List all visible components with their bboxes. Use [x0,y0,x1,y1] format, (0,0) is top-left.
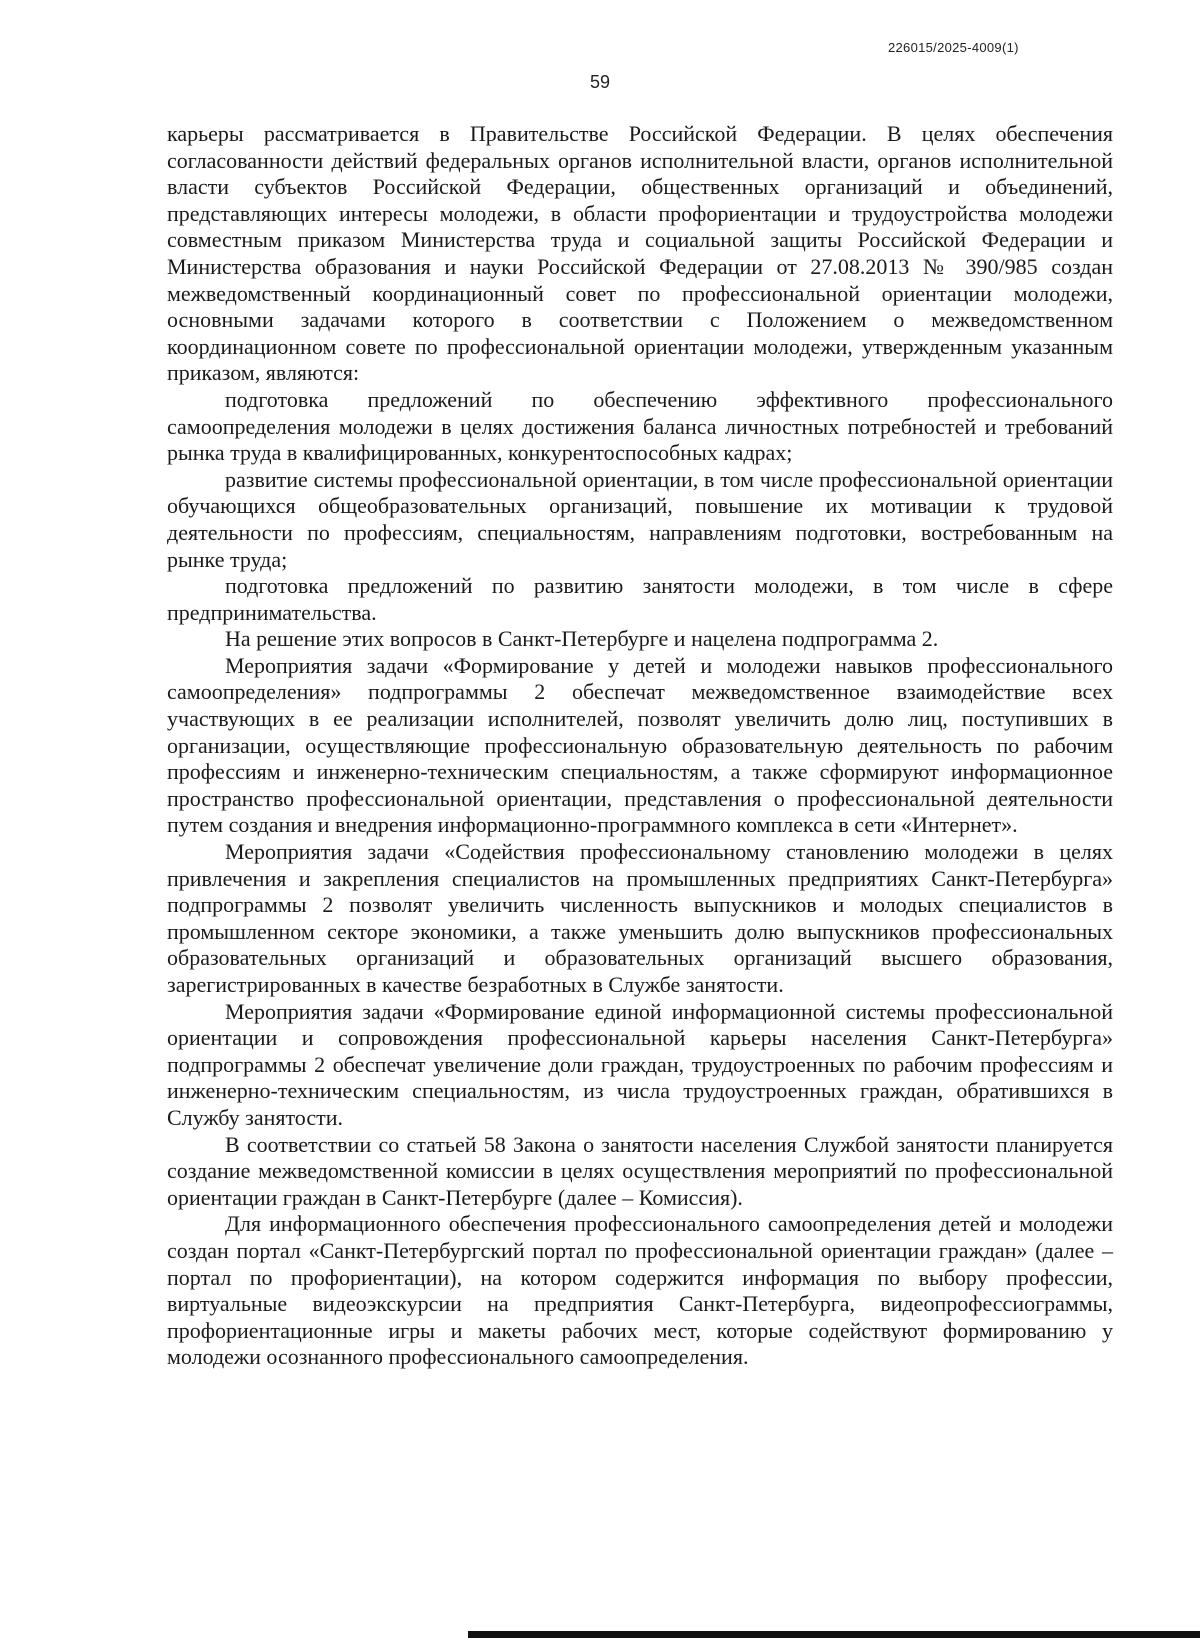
paragraph-commission: В соответствии со статьей 58 Закона о занятости населения Службой занятости планируется создание межведомственной комиссии в целях осуществления мероприятий по профессиональной ориентации граждан в Санкт-Петербурге (далее – Комиссия). [167,1131,1113,1210]
document-registration-number: 226015/2025-4009(1) [888,40,1019,55]
paragraph-subprogram-aim: На решение этих вопросов в Санкт-Петербурге и нацелена подпрограмма 2. [225,626,939,652]
paragraph-measures-information-system: Мероприятия задачи «Формирование единой информационной системы профессиональной ориентации и сопровождения профессиональной карьеры населения Санкт-Петербурга» подпрограммы 2 обеспечат увеличение доли граждан, трудоустроенных по рабочим профессиям и инженерно-техническим специальностям, из числа трудоустроенных граждан, обратившихся в Службу занятости. [167,998,1113,1130]
paragraph-measures-self-determination: Мероприятия задачи «Формирование у детей и молодежи навыков профессионального самоопределения» подпрограммы 2 обеспечат межведомственное взаимодействие всех участвующих в ее реализации исполнителей, позволят увеличить долю лиц, поступивших в организации, осуществляющие профессиональную образовательную деятельность по рабочим профессиям и инженерно-техническим специальностям, а также сформируют информационное пространство профессиональной ориентации, представления о профессиональной деятельности путем создания и внедрения информационно-программного комплекса в сети «Интернет». [167,652,1113,838]
paragraph-continuation: карьеры рассматривается в Правительстве Российской Федерации. В целях обеспечения согласованности действий федеральных органов исполнительной власти, органов исполнительной власти субъектов Российской Федерации, общественных организаций и объединений, представляющих интересы молодежи, в области профориентации и трудоустройства молодежи совместным приказом Министерства труда и социальной защиты Российской Федерации и Министерства образования и науки Российской Федерации от 27.08.2013 № 390/985 создан межведомственный координационный совет по профессиональной ориентации молодежи, основными задачами которого в соответствии с Положением о межведомственном координационном совете по профессиональной ориентации молодежи, утвержденным указанным приказом, являются: [167,121,1113,386]
paragraph-career-portal: Для информационного обеспечения профессионального самоопределения детей и молодежи создан портал «Санкт-Петербургский портал по профессиональной ориентации граждан» (далее – портал по профориентации), на котором содержится информация по выбору профессии, виртуальные видеоэкскурсии на предприятия Санкт-Петербурга, видеопрофессиограммы, профориентационные игры и макеты рабочих мест, которые содействуют формированию у молодежи осознанного профессионального самоопределения. [167,1211,1113,1370]
scan-bottom-edge-line [468,1631,1200,1638]
document-body [167,121,1113,1371]
paragraph-measures-professional-development: Мероприятия задачи «Содействия профессиональному становлению молодежи в целях привлечения и закрепления специалистов на промышленных предприятиях Санкт-Петербурга» подпрограммы 2 позволят увеличить численность выпускников и молодых специалистов в промышленном секторе экономики, а также уменьшить долю выпускников профессиональных образовательных организаций и образовательных организаций высшего образования, зарегистрированных в качестве безработных в Службе занятости. [167,839,1113,997]
paragraph-task-2: развитие системы профессиональной ориентации, в том числе профессиональной ориентации обучающихся общеобразовательных организаций, повышение их мотивации к трудовой деятельности по профессиям, специальностям, направлениям подготовки, востребованным на рынке труда; [167,466,1113,572]
paragraph-task-1: подготовка предложений по обеспечению эффективного профессионального самоопределения молодежи в целях достижения баланса личностных потребностей и требований рынка труда в квалифицированных, конкурентоспособных кадрах; [167,386,1113,466]
page-number: 59 [589,72,611,92]
paragraph-task-3: подготовка предложений по развитию занятости молодежи, в том числе в сфере предпринимательства. [167,573,1113,625]
